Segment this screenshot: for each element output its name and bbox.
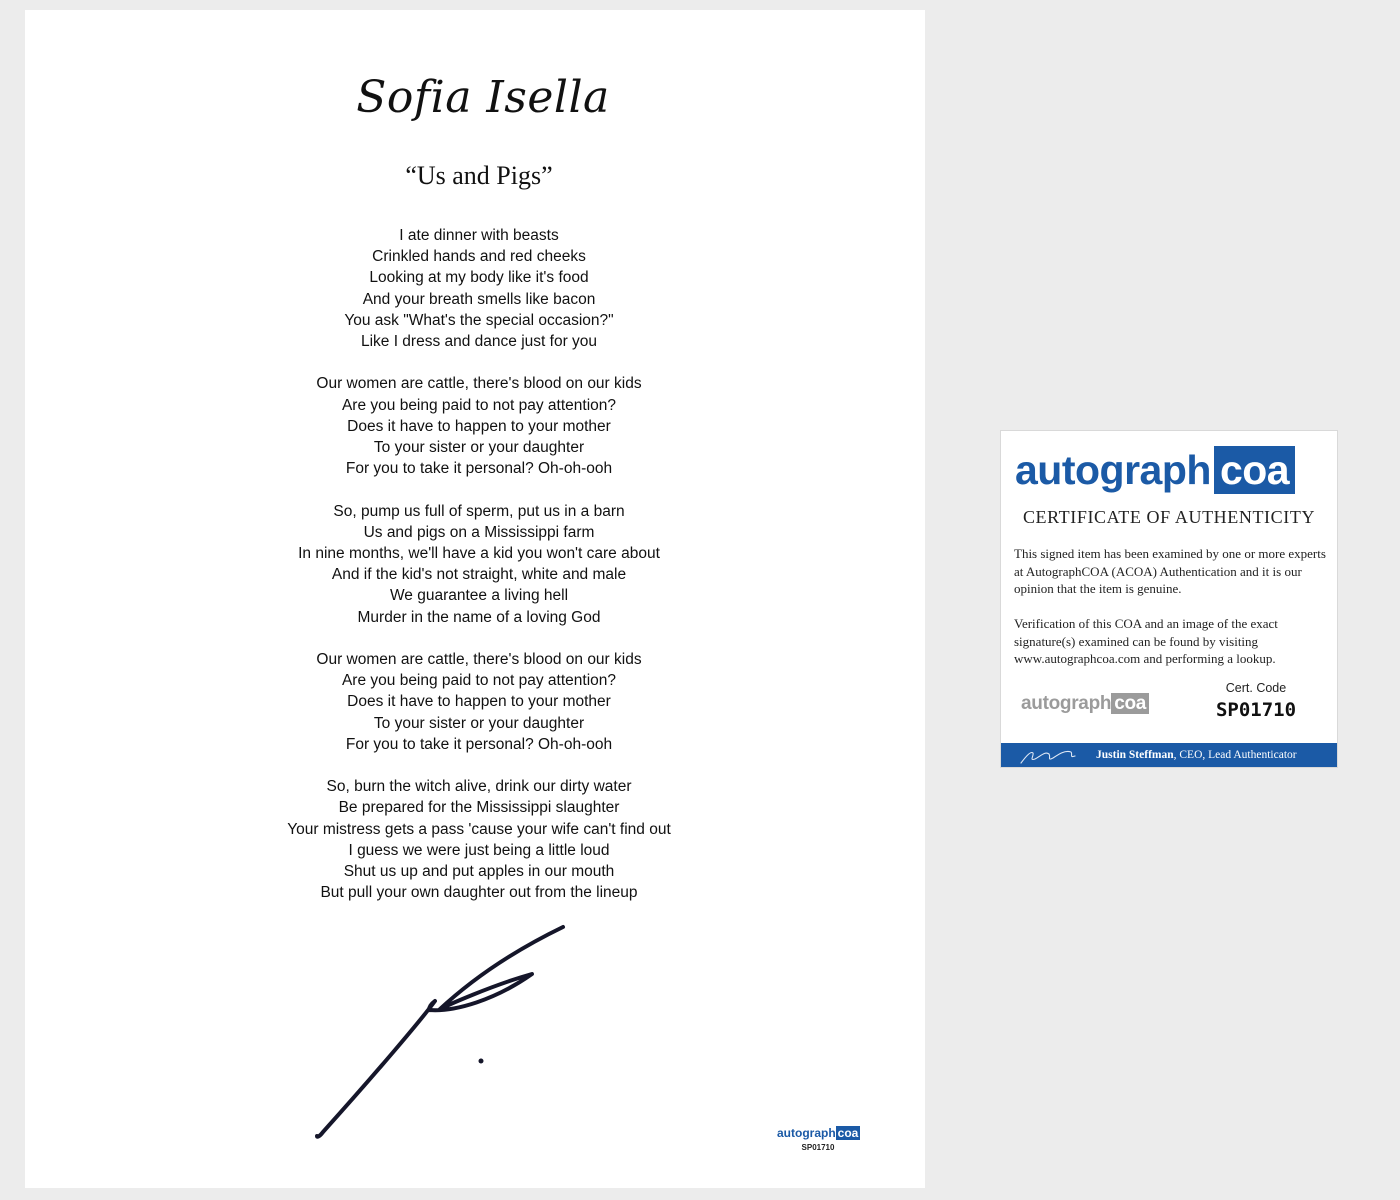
lyric-line: To your sister or your daughter (373, 439, 585, 457)
lyric-line: Be prepared for the Mississippi slaughter (338, 799, 620, 817)
lyric-line: Crinkled hands and red cheeks (372, 248, 586, 266)
lyric-line: Us and pigs on a Mississippi farm (363, 523, 595, 541)
lyric-line: So, pump us full of sperm, put us in a barn (333, 502, 625, 520)
lyric-line: And your breath smells like bacon (362, 290, 596, 308)
lyric-line: For you to take it personal? Oh-oh-ooh (345, 460, 613, 478)
cert-code-value: SP01710 (1215, 699, 1297, 721)
footer-authenticator: Justin Steffman, CEO, Lead Authenticator (1096, 749, 1297, 761)
lyric-stanza (25, 373, 933, 479)
cert-code-label: Cert. Code (1225, 681, 1287, 695)
coa-small-logo: autograph coa (1021, 693, 1149, 715)
lyric-line: Your mistress gets a pass 'cause your wife can't find out (287, 820, 671, 838)
lyric-line: Our women are cattle, there's blood on our kids (316, 375, 642, 393)
lyric-line: Shut us up and put apples in our mouth (343, 863, 615, 881)
authentication-sticker (777, 1124, 859, 1152)
certificate-of-authenticity-card (1000, 430, 1338, 768)
lyric-stanza (25, 225, 933, 352)
lyric-line: To your sister or your daughter (373, 714, 585, 732)
lyric-line: I ate dinner with beasts (399, 227, 559, 244)
lyric-stanza (25, 776, 933, 903)
lyric-line: Are you being paid to not pay attention? (341, 396, 617, 414)
sticker-code: SP01710 (801, 1143, 835, 1152)
lyric-line: We guarantee a living hell (389, 587, 569, 605)
lyric-sheet (25, 10, 925, 1188)
lyrics (25, 225, 933, 925)
lyric-line: Our women are cattle, there's blood on our kids (316, 651, 642, 669)
coa-statement: This signed item has been examined by one or more experts at AutographCOA (ACOA) Authentication and it is our opinion that the item is genuine. (1014, 546, 1326, 596)
song-title: “Us and Pigs” (405, 161, 553, 190)
lyric-stanza (25, 501, 933, 628)
lyric-line: I guess we were just being a little loud (348, 841, 610, 859)
lyric-line: So, burn the witch alive, drink our dirty water (326, 778, 632, 796)
lyric-line: Like I dress and dance just for you (360, 333, 598, 351)
artist-name: Sofia Isella (356, 72, 610, 123)
lyric-line: Murder in the name of a loving God (357, 608, 601, 626)
coa-logo: autograph coa (1015, 445, 1295, 495)
authenticator-signature (1019, 745, 1079, 767)
lyric-line: You ask "What's the special occasion?" (344, 311, 614, 329)
lyric-line: Does it have to happen to your mother (347, 417, 611, 435)
lyric-line: Are you being paid to not pay attention? (341, 672, 617, 690)
lyric-line: Looking at my body like it's food (369, 269, 589, 287)
coa-verification-text: Verification of this COA and an image of the exact signature(s) examined can be found by visiting www.autographcoa.com and performing a lookup. (1014, 616, 1278, 666)
lyric-line: For you to take it personal? Oh-oh-ooh (345, 735, 613, 753)
lyric-stanza (25, 649, 933, 755)
lyric-line: But pull your own daughter out from the lineup (320, 884, 638, 902)
sticker-logo: autograph coa (777, 1126, 859, 1140)
lyric-line: In nine months, we'll have a kid you won't care about (298, 545, 660, 563)
coa-heading: CERTIFICATE OF AUTHENTICITY (1022, 507, 1316, 527)
lyric-line: And if the kid's not straight, white and male (331, 566, 627, 584)
coa-footer (1001, 743, 1338, 768)
lyric-line: Does it have to happen to your mother (347, 693, 611, 711)
